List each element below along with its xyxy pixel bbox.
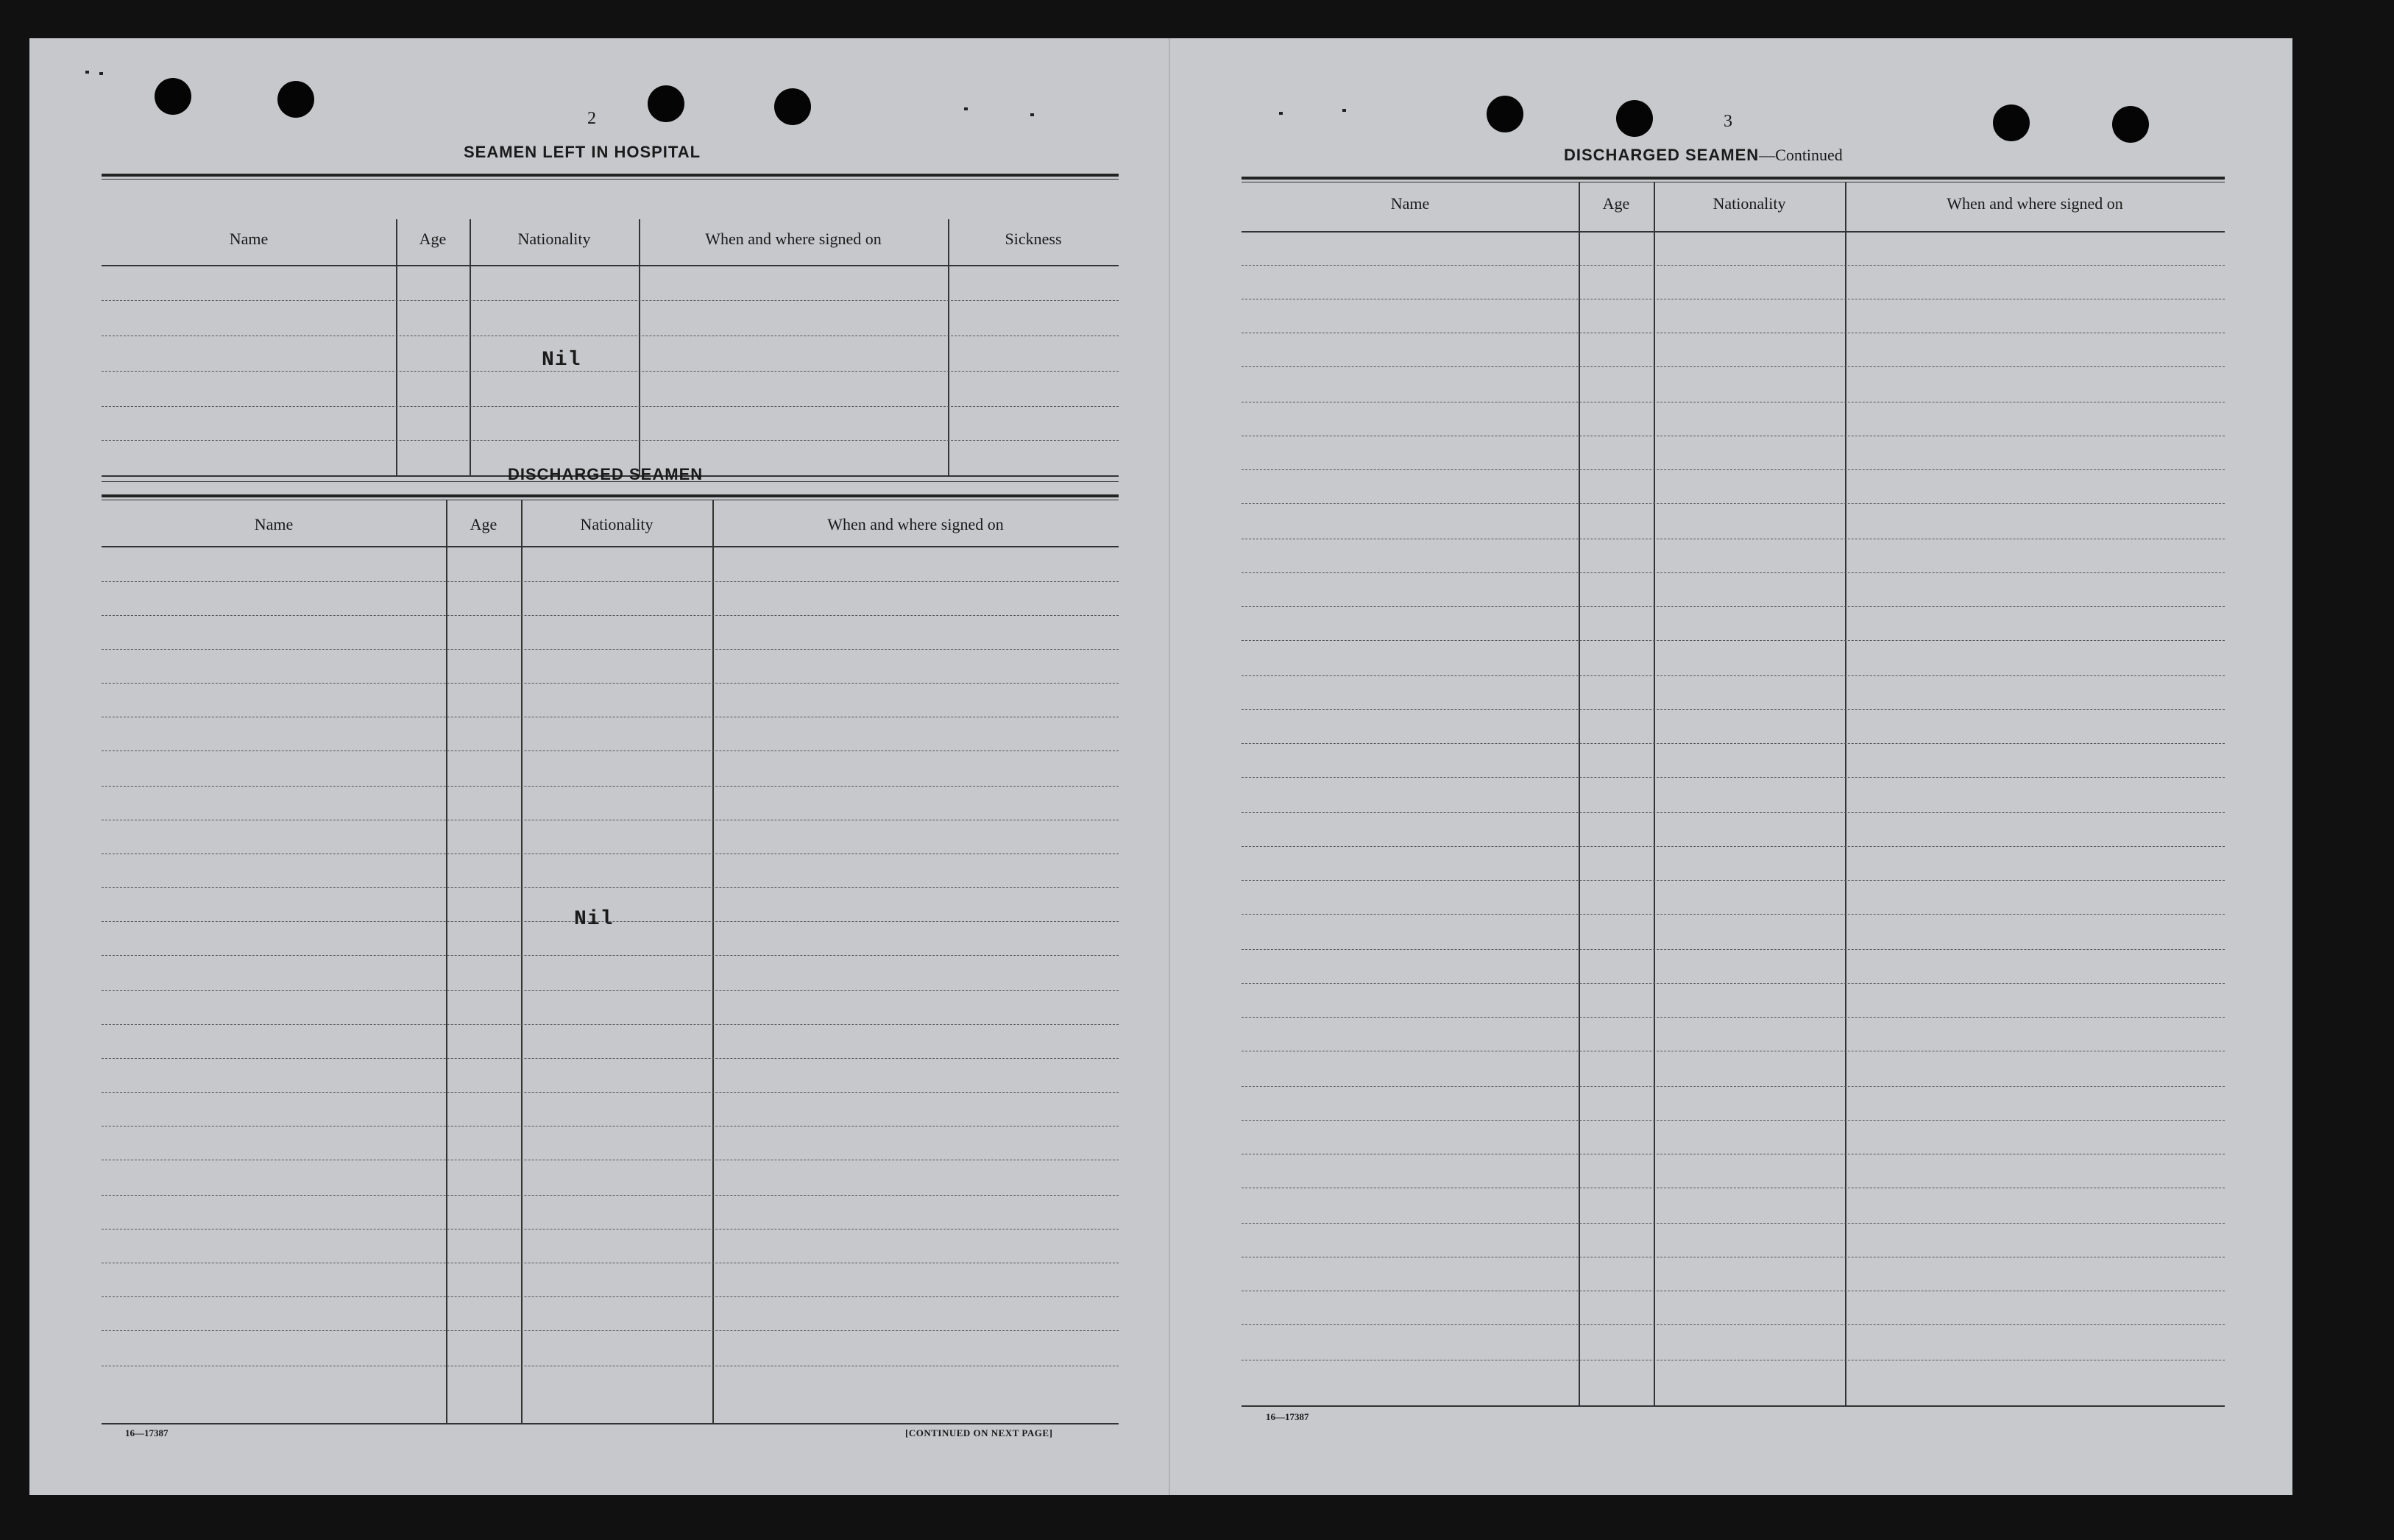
left-page (29, 38, 1174, 1495)
column-header-sickness: Sickness (1005, 230, 1062, 248)
column-header-age: Age (419, 230, 447, 248)
punch-hole (2112, 106, 2149, 143)
punch-hole (1487, 96, 1523, 132)
discharged-section-title: DISCHARGED SEAMEN (508, 465, 704, 483)
page-number: 2 (587, 109, 596, 128)
punch-hole (648, 85, 684, 122)
page-number: 3 (1724, 112, 1732, 131)
punch-hole (774, 88, 811, 125)
column-header-age: Age (470, 515, 497, 533)
right-page (1170, 38, 2292, 1495)
form-number: 16—17387 (1266, 1411, 1309, 1422)
continued-note: [CONTINUED ON NEXT PAGE] (905, 1427, 1053, 1438)
discharged-continued-title: DISCHARGED SEAMEN—Continued (1564, 146, 1843, 164)
column-header-name: Name (1390, 194, 1430, 213)
form-number: 16—17387 (125, 1427, 169, 1438)
column-header-signed-on: When and where signed on (1947, 194, 2123, 213)
column-header-signed-on: When and where signed on (705, 230, 882, 248)
punch-hole (277, 81, 314, 118)
punch-hole (155, 78, 191, 115)
hospital-entry: Nil (542, 349, 581, 372)
punch-hole (1616, 100, 1653, 137)
discharged-entry: Nil (574, 908, 614, 931)
punch-hole (1993, 104, 2030, 141)
column-header-nationality: Nationality (517, 230, 591, 248)
column-header-name: Name (229, 230, 269, 248)
discharged-table (102, 494, 1119, 1427)
hospital-table (102, 174, 1119, 483)
discharged-continued-table (1242, 177, 2225, 1410)
column-header-signed-on: When and where signed on (827, 515, 1004, 533)
column-header-nationality: Nationality (580, 515, 654, 533)
column-header-nationality: Nationality (1713, 194, 1786, 213)
column-header-age: Age (1602, 194, 1630, 213)
column-header-name: Name (254, 515, 294, 533)
hospital-section-title: SEAMEN LEFT IN HOSPITAL (464, 143, 701, 161)
